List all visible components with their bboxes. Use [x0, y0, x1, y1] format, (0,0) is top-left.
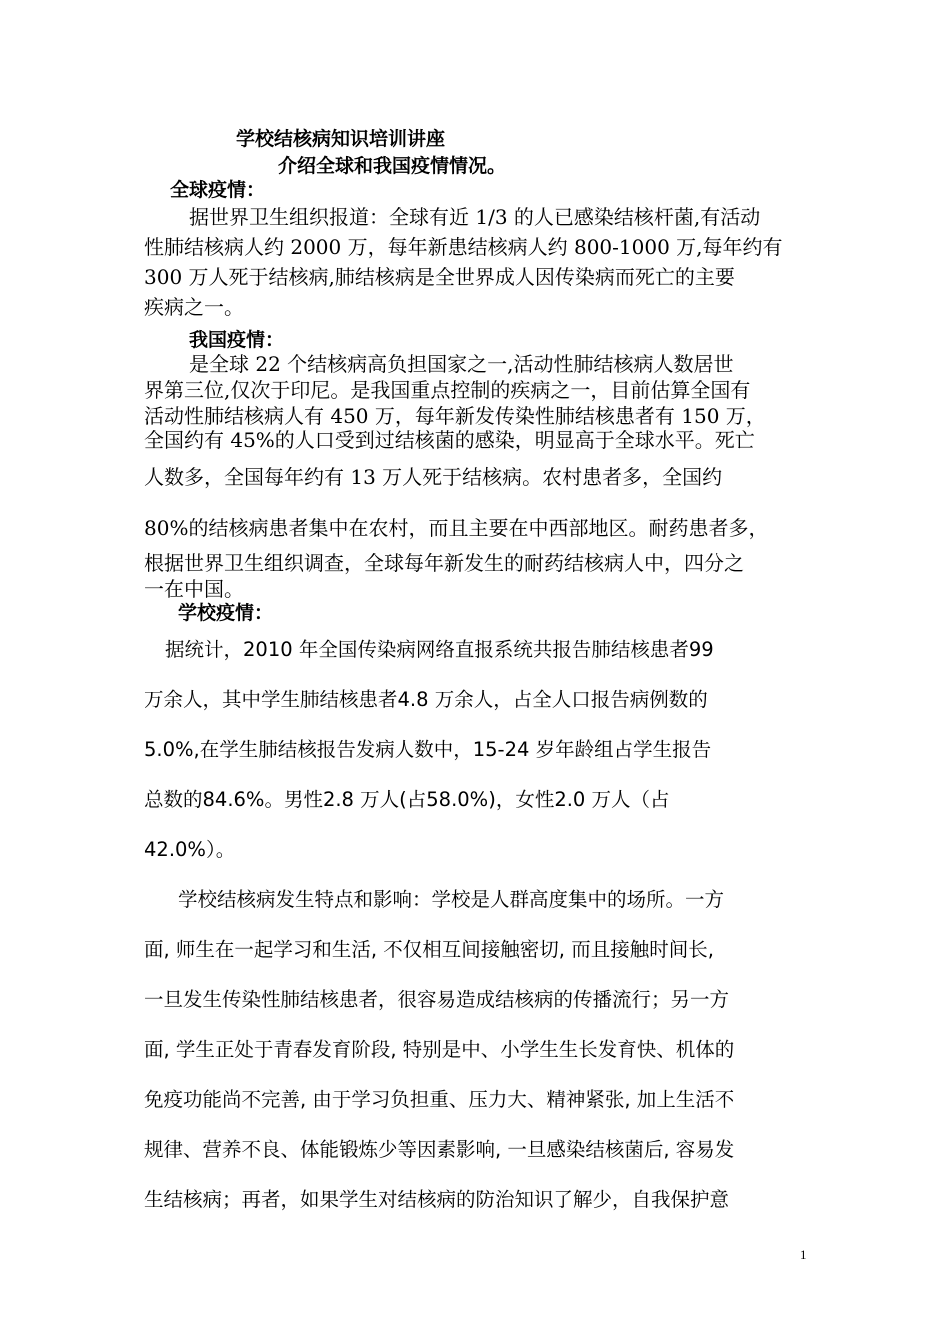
school-line: 万余人，其中学生肺结核患者4.8 万余人，占全人口报告病例数的	[144, 688, 708, 711]
china-line: 一在中国。	[144, 577, 244, 601]
china-line: 是全球 22 个结核病高负担国家之一,活动性肺结核病人数居世	[189, 352, 734, 376]
china-line: 80%的结核病患者集中在农村，而且主要在中西部地区。耐药患者多，	[144, 516, 769, 540]
china-line: 全国约有 45%的人口受到过结核菌的感染，明显高于全球水平。死亡	[144, 428, 755, 452]
school-heading: 学校疫情：	[178, 602, 274, 624]
china-line: 活动性肺结核病人有 450 万，每年新发传染性肺结核患者有 150 万，	[144, 404, 766, 428]
features-line: 一旦发生传染性肺结核患者，很容易造成结核病的传播流行；另一方	[144, 988, 730, 1011]
features-line: 免疫功能尚不完善, 由于学习负担重、压力大、精神紧张, 加上生活不	[144, 1088, 735, 1111]
global-line: 300 万人死于结核病,肺结核病是全世界成人因传染病而死亡的主要	[144, 265, 735, 289]
global-heading: 全球疫情：	[170, 179, 266, 201]
china-line: 界第三位,仅次于印尼。是我国重点控制的疾病之一，目前估算全国有	[144, 378, 751, 402]
page-number: 1	[800, 1247, 807, 1262]
school-line: 42.0%）。	[144, 838, 236, 861]
china-line: 根据世界卫生组织调查，全球每年新发生的耐药结核病人中，四分之	[144, 551, 744, 575]
doc-title-line-1: 学校结核病知识培训讲座	[236, 128, 446, 150]
school-line: 总数的84.6%。男性2.8 万人(占58.0%)，女性2.0 万人（占	[144, 788, 670, 811]
china-line: 人数多，全国每年约有 13 万人死于结核病。农村患者多，全国约	[144, 465, 723, 489]
features-line: 面, 学生正处于青春发育阶段, 特别是中、小学生生长发育快、机体的	[144, 1038, 735, 1061]
features-line: 面, 师生在一起学习和生活, 不仅相互间接触密切, 而且接触时间长,	[144, 938, 714, 961]
features-line: 规律、营养不良、体能锻炼少等因素影响, 一旦感染结核菌后, 容易发	[144, 1138, 735, 1161]
global-line: 疾病之一。	[144, 295, 244, 319]
doc-title-line-2: 介绍全球和我国疫情情况。	[278, 155, 507, 177]
features-line: 生结核病；再者，如果学生对结核病的防治知识了解少，自我保护意	[144, 1188, 730, 1211]
school-line: 5.0%,在学生肺结核报告发病人数中，15-24 岁年龄组占学生报告	[144, 738, 712, 761]
features-line: 学校结核病发生特点和影响：学校是人群高度集中的场所。一方	[178, 888, 725, 911]
global-line: 据世界卫生组织报道：全球有近 1/3 的人已感染结核杆菌,有活动	[189, 205, 761, 229]
china-heading: 我国疫情：	[189, 329, 285, 351]
school-line: 据统计，2010 年全国传染病网络直报系统共报告肺结核患者99	[165, 638, 714, 661]
global-line: 性肺结核病人约 2000 万，每年新患结核病人约 800-1000 万,每年约有	[144, 235, 783, 259]
